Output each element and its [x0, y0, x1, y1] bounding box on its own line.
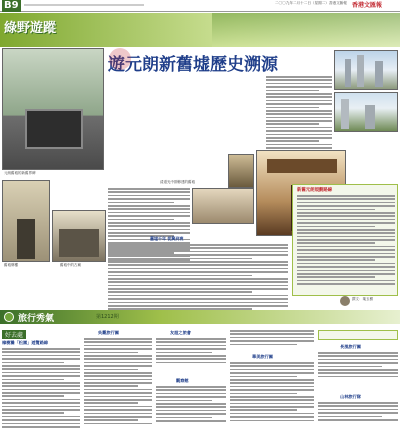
photo-caption-2: 清道光中期修建的舊墟 — [160, 180, 195, 184]
bottom-col-5b-text — [318, 402, 398, 422]
stone-block — [25, 109, 83, 149]
alley-photo — [228, 154, 254, 188]
tower-1 — [345, 59, 351, 87]
masthead-rule — [24, 4, 144, 6]
contact-box — [318, 330, 398, 340]
boundary-stone-photo — [2, 48, 104, 170]
old-town-street-photo — [192, 188, 254, 224]
route-sidebar-text — [297, 195, 395, 287]
byline: 撰文：葉玉樹 — [352, 297, 373, 301]
photo-caption-4: 舊墟中的古廟 — [60, 263, 81, 267]
body-subheading: 舊墟千年 從興到衰 — [150, 236, 184, 241]
bottom-col-3b-heading: 觀察館 — [176, 378, 189, 383]
bottom-col-3-heading: 友誼之旅會 — [170, 330, 191, 335]
intro-text — [266, 76, 332, 157]
bottom-col-2 — [84, 330, 152, 435]
bottom-col-4-top-text — [230, 330, 314, 347]
feature-headline: 遊元朗新舊墟歷史溯源 — [108, 55, 278, 75]
bottom-col-1-heading: 樟樹灘「松園」遊覽路線 — [2, 340, 49, 345]
town-view-photo — [334, 92, 398, 132]
bottom-col-5 — [318, 330, 398, 435]
tower-4 — [341, 99, 349, 129]
tower-3 — [375, 61, 383, 87]
city-skyline-photo — [334, 50, 398, 90]
bottom-banner — [0, 310, 400, 324]
masthead-date: 二〇〇九年二月十二日（星期二）香港文匯報 — [275, 1, 347, 5]
bottom-col-1-text — [2, 348, 80, 429]
clover-icon — [4, 312, 14, 322]
photo-caption-1: 元朗舊墟的新舊界碑 — [4, 171, 36, 175]
column-banner — [0, 13, 400, 47]
route-sidebar — [292, 184, 398, 296]
old-shop-photo — [52, 210, 106, 262]
gatehouse-photo — [2, 180, 50, 262]
bottom-col-1 — [2, 340, 80, 435]
bottom-col-4 — [230, 330, 314, 435]
issue-number: 第1212期 — [96, 314, 119, 320]
photo-caption-3: 舊墟牌樓 — [4, 263, 18, 267]
bottom-col-5b-heading: 山林旅行隊 — [340, 394, 361, 399]
bottom-col-5-text — [318, 352, 398, 379]
bottom-col-3-text — [156, 338, 226, 365]
tab-good-places: 好去處 — [2, 330, 26, 339]
page-number: B9 — [4, 0, 19, 11]
bottom-col-5-heading: 長風旅行團 — [340, 344, 361, 349]
tower-2 — [357, 55, 364, 87]
headline-seal — [109, 48, 131, 70]
bottom-col-4-heading: 華美旅行團 — [252, 354, 273, 359]
bottom-col-3 — [156, 330, 226, 435]
bottom-col-4-text — [230, 362, 314, 423]
route-sidebar-heading: 新舊元朗規劃路線 — [297, 188, 333, 193]
bottom-col-2-heading: 吳觀旅行團 — [98, 330, 119, 335]
masthead — [0, 0, 400, 12]
bottom-col-3b-text — [156, 386, 226, 423]
gatehouse-door — [17, 219, 35, 259]
paper-logo: 香港文匯報 — [352, 2, 383, 9]
temple-roof — [267, 159, 337, 173]
column-title: 綠野遊蹤 — [4, 21, 57, 36]
author-avatar — [340, 296, 350, 306]
banner-foliage-photo — [212, 13, 400, 47]
shop-shutter — [59, 229, 99, 257]
tower-5 — [365, 105, 375, 129]
bottom-banner-title: 旅行秀氣 — [18, 314, 55, 324]
bottom-col-2-text — [84, 338, 152, 426]
